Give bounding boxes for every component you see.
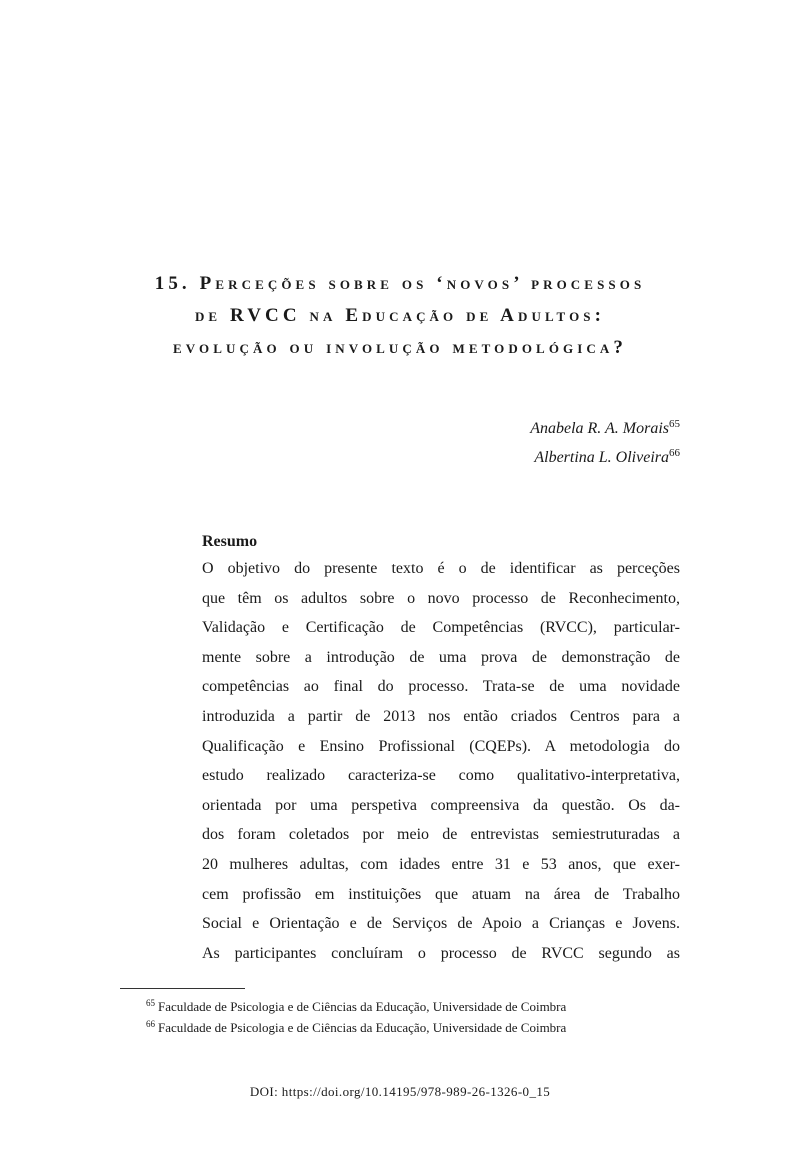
abstract-heading: Resumo bbox=[202, 533, 258, 550]
footnote-ref[interactable]: 65 bbox=[669, 418, 680, 430]
chapter-title-line-2: de RVCC na Educação de Adultos: bbox=[194, 305, 606, 326]
abstract-line: que têm os adultos sobre o novo processo de Reconhecimento, bbox=[202, 589, 680, 607]
footnotes bbox=[146, 996, 686, 1038]
footnote-66 bbox=[146, 1017, 686, 1038]
footnote-65 bbox=[146, 996, 686, 1017]
doi-link[interactable]: DOI: https://doi.org/10.14195/978-989-26-1326-0_15 bbox=[249, 1084, 551, 1099]
footnote-number: 66 bbox=[146, 1019, 155, 1029]
abstract-line: estudo realizado caracteriza-se como qualitativo-interpretativa, bbox=[202, 767, 680, 785]
abstract bbox=[202, 530, 680, 968]
abstract-line: O objetivo do presente texto é o de identificar as perceções bbox=[202, 560, 680, 577]
abstract-line: Qualificação e Ensino Profissional (CQEPs). A metodologia do bbox=[202, 737, 680, 755]
abstract-line: cem profissão em instituições que atuam na área de Trabalho bbox=[202, 885, 680, 903]
abstract-line: orientada por uma perspetiva compreensiva da questão. Os da- bbox=[202, 796, 680, 814]
chapter-title bbox=[100, 268, 700, 364]
footnote-divider bbox=[120, 988, 245, 989]
author-list bbox=[530, 414, 680, 472]
chapter-title-line-3: evolução ou involução metodológica? bbox=[173, 337, 627, 358]
chapter-title-line-1: 15. Perceções sobre os ‘novos’ processos bbox=[154, 273, 646, 294]
author-name: Anabela R. A. Morais bbox=[530, 420, 669, 437]
author-1 bbox=[530, 414, 680, 443]
abstract-line: Validação e Certificação de Competências (RVCC), particular- bbox=[202, 619, 680, 637]
abstract-line: dos foram coletados por meio de entrevistas semiestruturadas a bbox=[202, 826, 680, 844]
abstract-line: mente sobre a introdução de uma prova de demonstração de bbox=[202, 648, 680, 666]
author-2 bbox=[530, 443, 680, 472]
abstract-line: Social e Orientação e de Serviços de Apoio a Crianças e Jovens. bbox=[202, 915, 680, 933]
abstract-line: As participantes concluíram o processo de RVCC segundo as bbox=[202, 944, 680, 962]
footnote-ref[interactable]: 66 bbox=[669, 447, 680, 459]
abstract-line: 20 mulheres adultas, com idades entre 31 e 53 anos, que exer- bbox=[202, 855, 680, 873]
abstract-line: introduzida a partir de 2013 nos então criados Centros para a bbox=[202, 707, 680, 725]
abstract-line: competências ao final do processo. Trata-se de uma novidade bbox=[202, 678, 680, 696]
footnote-text: Faculdade de Psicologia e de Ciências da Educação, Universidade de Coimbra bbox=[158, 1020, 567, 1035]
footnote-text: Faculdade de Psicologia e de Ciências da Educação, Universidade de Coimbra bbox=[158, 999, 567, 1014]
author-name: Albertina L. Oliveira bbox=[534, 449, 669, 466]
footnote-number: 65 bbox=[146, 998, 155, 1008]
